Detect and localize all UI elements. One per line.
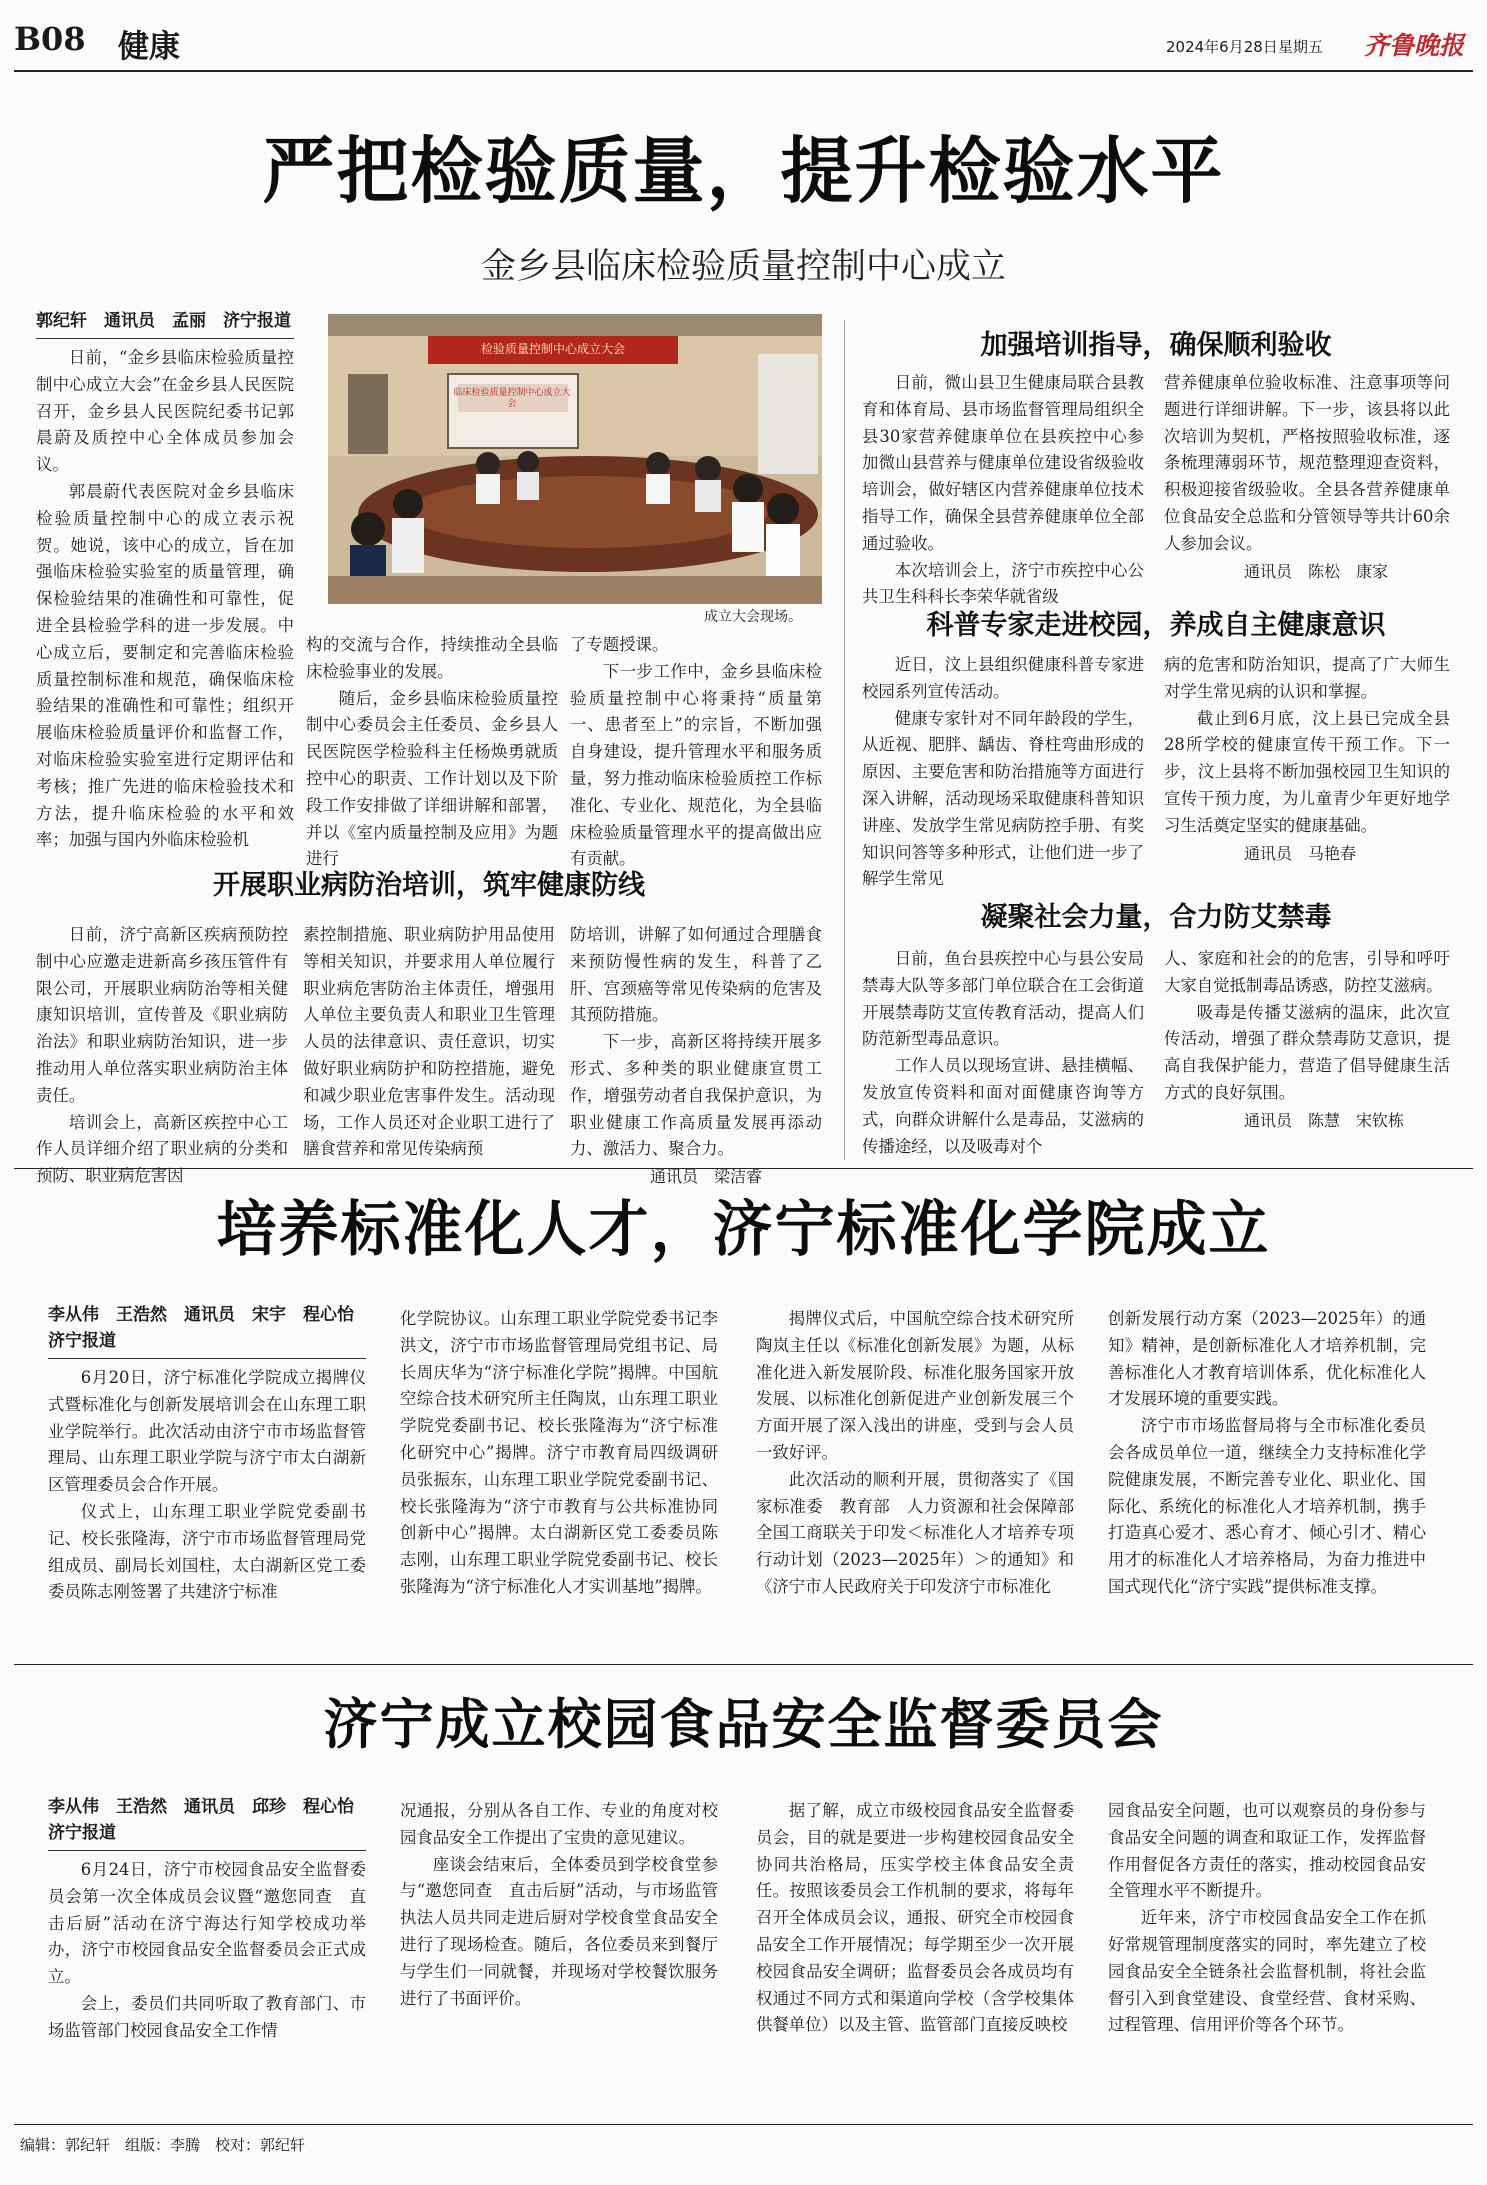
paragraph: 日前，鱼台县疾控中心与县公安局禁毒大队等多部门单位联合在工会街道开展禁毒防艾宣传教育活动，提高人们防范新型毒品意识。 (862, 949, 1144, 1049)
article5-title: 凝聚社会力量，合力防艾禁毒 (980, 902, 1332, 933)
article6-title: 培养标准化人才，济宁标准化学院成立 (216, 1195, 1271, 1265)
paragraph: 座谈会结束后，全体委员到学校食堂参与“邀您同查 直击后厨”活动，与市场监管执法人员共同走进后厨对学校食堂食品安全进行了现场检查。随后，各位委员来到餐厅与学生们一同就餐，并现场对学校餐饮服务进行了书面评价。 (400, 1854, 718, 2008)
article2-col2 (303, 922, 555, 1163)
article1-col3 (570, 632, 822, 873)
article6-col2 (400, 1306, 718, 1601)
photo-screen-text: 临床检验质量控制中心成立大会 (453, 388, 571, 409)
paragraph: 吸毒是传播艾滋病的温床，此次宣传活动，增强了群众禁毒防艾意识，提高自我保护能力，营造了倡导健康生活方式的良好氛围。 (1164, 1002, 1450, 1102)
header-rule (14, 70, 1473, 72)
newspaper-logo: 齐鲁晚报 (1364, 31, 1465, 60)
article7-col4 (1108, 1798, 1426, 2039)
paragraph: 截止到6月底，汶上县已完成全县28所学校的健康宣传干预工作。下一步，汶上县将不断加强校园卫生知识的宣传干预力度，为儿童青少年更好地学习生活奠定坚实的健康基础。 (1164, 708, 1450, 835)
paragraph: 培训会上，高新区疾控中心工作人员详细介绍了职业病的分类和预防、职业病危害因 (36, 1112, 288, 1186)
paragraph: 日前，微山县卫生健康局联合县教育和体育局、县市场监督管理局组织全县30家营养健康单位在县疾控中心参加微山县营养与健康单位建设省级验收培训会，做好辖区内营养健康单位技术指导工作，确保全县营养健康单位全部通过验收。 (862, 373, 1144, 553)
article7-col3 (756, 1798, 1074, 2039)
article7-col1 (48, 1794, 371, 2045)
article6-col3 (756, 1306, 1091, 1601)
article3-col2 (1164, 370, 1450, 585)
paragraph: 营养健康单位验收标准、注意事项等问题进行详细讲解。下一步，该县将以此次培训为契机，严格按照验收标准，逐条梳理薄弱环节，规范整理迎查资料，积极迎接省级验收。全县各营养健康单位食品安全总监和分管领导等共计60余人参加会议。 (1164, 373, 1450, 553)
paragraph: 仪式上，山东理工职业学院党委副书记、校长张隆海，济宁市市场监督管理局党组成员、副局长刘国柱，太白湖新区党工委委员陈志刚签署了共建济宁标准 (48, 1501, 366, 1602)
paragraph: 健康专家针对不同年龄段的学生，从近视、肥胖、龋齿、脊柱弯曲形成的原因、主要危害和防治措施等方面进行深入讲解，活动现场采取健康科普知识讲座、发放学生常见病防控手册、有奖知识问答等多种形式，让他们进一步了解学生常见 (862, 708, 1144, 889)
paragraph: 日前，济宁高新区疾病预防控制中心应邀走进新高乡孩压管件有限公司，开展职业病防治等相关健康知识培训，宣传普及《职业病防治法》和职业病防治知识，进一步推动用人单位落实职业病防治主体责任。 (36, 925, 288, 1105)
article4-title: 科普专家走进校园，养成自主健康意识 (926, 610, 1386, 641)
paragraph: 园食品安全问题，也可以观察员的身份参与食品安全问题的调查和取证工作，发挥监督作用督促各方责任的落实，推动校园食品安全管理水平不断提升。 (1108, 1801, 1426, 1901)
section-rule (14, 1168, 1473, 1169)
article4-col1 (862, 652, 1144, 893)
page-header (14, 20, 1472, 70)
article5-sign: 通讯员 陈慧 宋钦栋 (1244, 1110, 1405, 1130)
photo-caption: 成立大会现场。 (704, 609, 802, 625)
article2-title: 开展职业病防治培训，筑牢健康防线 (213, 870, 645, 901)
article3-title: 加强培训指导，确保顺利验收 (980, 330, 1332, 361)
article3-sign: 通讯员 陈松 康家 (1244, 561, 1389, 581)
paragraph: 6月20日，济宁标准化学院成立揭牌仪式暨标准化与创新发展培训会在山东理工职业学院举行。此次活动由济宁市市场监督管理局、山东理工职业学院与济宁市太白湖新区管理委员会合作开展。 (48, 1368, 366, 1495)
article5-col1 (862, 946, 1144, 1160)
paragraph: 下一步工作中，金乡县临床检验质量控制中心将秉持“质量第一、患者至上”的宗旨，不断加强自身建设，提升管理水平和服务质量，努力推动临床检验质控工作标准化、专业化、规范化，为全县临床检验质量管理水平的提高做出应有贡献。 (570, 661, 822, 869)
paragraph: 近日，汶上县组织健康科普专家进校园系列宣传活动。 (862, 655, 1144, 701)
paragraph: 工作人员以现场宣讲、悬挂横幅、发放宣传资料和面对面健康咨询等方式，向群众讲解什么是毒品，艾滋病的传播途经，以及吸毒对个 (862, 1056, 1144, 1156)
article7-byline: 李从伟 王浩然 通讯员 邱珍 程心怡 济宁报道 (48, 1794, 366, 1851)
article2-sign: 通讯员 梁洁睿 (650, 1167, 763, 1187)
paragraph: 近年来，济宁市校园食品安全工作在抓好常规管理制度落实的同时，率先建立了校园食品安全全链条社会监督机制，将社会监督引入到食堂建设、食堂经营、食材采购、过程管理、信用评价等各个环节。 (1108, 1908, 1426, 2035)
article7-title: 济宁成立校园食品安全监督委员会 (323, 1692, 1164, 1756)
paragraph: 日前，“金乡县临床检验质量控制中心成立大会”在金乡县人民医院召开，金乡县人民医院纪委书记郭晨蔚及质控中心全体成员参加会议。 (36, 348, 294, 475)
footer-credits: 编辑：郭纪轩 组版：李腾 校对：郭纪轩 (20, 2136, 306, 2154)
meeting-photo-illustration (328, 314, 822, 604)
paragraph: 人、家庭和社会的的危害，引导和呼吁大家自觉抵制毒品诱惑，防控艾滋病。 (1164, 949, 1450, 995)
paragraph: 本次培训会上，济宁市疾控中心公共卫生科科长李荣华就省级 (862, 560, 1144, 607)
column-divider (844, 320, 845, 1160)
paragraph: 况通报，分别从各自工作、专业的角度对校园食品安全工作提出了宝贵的意见建议。 (400, 1801, 718, 1847)
article1-title: 严把检验质量，提升检验水平 (262, 128, 1225, 213)
paragraph: 6月24日，济宁市校园食品安全监督委员会第一次全体成员会议暨“邀您同查 直击后厨”活动在济宁海达行知学校成功举办，济宁市校园食品安全监督委员会正式成立。 (48, 1860, 366, 1987)
paragraph: 构的交流与合作，持续推动全县临床检验事业的发展。 (306, 635, 558, 681)
paragraph: 会上，委员们共同听取了教育部门、市场监管部门校园食品安全工作情 (48, 1993, 366, 2040)
paragraph: 防培训，讲解了如何通过合理膳食来预防慢性病的发生，科普了乙肝、宫颈癌等常见传染病的危害及其预防措施。 (570, 925, 822, 1025)
paragraph: 素控制措施、职业病防护用品使用等相关知识，并要求用人单位履行职业病危害防治主体责任，增强用人单位主要负责人和职业卫生管理人员的法律意识、责任意识，切实做好职业病防护和防控措施，避免和减少职业危害事件发生。活动现场，工作人员还对企业职工进行了膳食营养和常见传染病预 (303, 925, 555, 1159)
article5-col2 (1164, 946, 1450, 1134)
paragraph: 化学院协议。山东理工职业学院党委书记李洪文，济宁市市场监督管理局党组书记、局长周庆华为“济宁标准化学院”揭牌。中国航空综合技术研究所主任陶岚，山东理工职业学院党委副书记、校长张隆海为“济宁标准化研究中心”揭牌。济宁市教育局四级调研员张振东，山东理工职业学院党委副书记、校长张隆海为“济宁市教育与公共标准协同创新中心”揭牌。太白湖新区党工委委员陈志刚，山东理工职业学院党委副书记、校长张隆海为“济宁标准化人才实训基地”揭牌。 (400, 1309, 718, 1596)
article4-sign: 通讯员 马艳春 (1244, 843, 1357, 863)
article6-col4 (1108, 1306, 1426, 1601)
paragraph: 创新发展行动方案（2023—2025年）的通知》精神，是创新标准化人才培养机制，完善标准化人才教育培训体系，优化标准化人才发展环境的重要实践。 (1108, 1309, 1426, 1409)
paragraph: 病的危害和防治知识，提高了广大师生对学生常见病的认识和掌握。 (1164, 655, 1450, 701)
article1-subtitle: 金乡县临床检验质量控制中心成立 (480, 247, 1006, 287)
meeting-photo (328, 314, 822, 604)
issue-date: 2024年6月28日 (1166, 38, 1278, 56)
article2-col3 (570, 922, 822, 1190)
issue-weekday: 星期五 (1278, 38, 1324, 56)
article1-byline: 郭纪轩 通讯员 孟丽 济宁报道 (36, 308, 294, 339)
paragraph: 揭牌仪式后，中国航空综合技术研究所陶岚主任以《标准化创新发展》为题，从标准化进入新发展阶段、标准化服务国家开放发展、以标准化创新促进产业创新发展三个方面开展了深入浅出的讲座，受到与会人员一致好评。 (756, 1309, 1074, 1462)
section-name: 健康 (118, 29, 180, 65)
section-rule (14, 1664, 1473, 1665)
paragraph: 济宁市市场监督局将与全市标准化委员会各成员单位一道，继续全力支持标准化学院健康发展，不断完善专业化、职业化、国际化、系统化的标准化人才培养机制，携手打造真心爱才、悉心育才、倾心引才、精心用才的标准化人才培养格局，为奋力推进中国式现代化“济宁实践”提供标准支撑。 (1108, 1416, 1426, 1596)
article6-byline: 李从伟 王浩然 通讯员 宋宇 程心怡 济宁报道 (48, 1302, 366, 1359)
paragraph: 了专题授课。 (570, 635, 669, 654)
page-code: B08 (14, 20, 86, 58)
paragraph: 郭晨蔚代表医院对金乡县临床检验质量控制中心的成立表示祝贺。她说，该中心的成立，旨在加强临床检验实验室的质量管理，确保检验结果的准确性和可靠性，促进全县检验学科的进一步发展。中心成立后，要制定和完善临床检验质量控制标准和规范，确保临床检验结果的准确性和可靠性；组织开展临床检验质量评价和监督工作，对临床检验实验室进行定期评估和考核；推广先进的临床检验技术和方法，提升临床检验的水平和效率；加强与国内外临床检验机 (36, 481, 294, 850)
article3-col1 (862, 370, 1144, 611)
article1-col2 (306, 632, 558, 873)
paragraph: 下一步，高新区将持续开展多形式、多种类的职业健康宣贯工作，增强劳动者自我保护意识，为职业健康工作高质量发展再添动力、激活力、聚合力。 (570, 1032, 822, 1159)
article4-col2 (1164, 652, 1450, 867)
article6-col1 (48, 1302, 371, 1606)
paragraph: 此次活动的顺利开展，贯彻落实了《国家标准委 教育部 人力资源和社会保障部 全国工商联关于印发＜标准化人才培养专项行动计划（2023—2025年）＞的通知》和《济宁市人民政府关于印发济宁市标准化 (756, 1469, 1091, 1596)
photo-banner-text: 检验质量控制中心成立大会 (480, 342, 625, 356)
article2-col1 (36, 922, 288, 1190)
footer-rule (14, 2124, 1473, 2125)
article7-col2 (400, 1798, 718, 2012)
paragraph: 据了解，成立市级校园食品安全监督委员会，目的就是要进一步构建校园食品安全协同共治格局，压实学校主体食品安全责任。按照该委员会工作机制的要求，将每年召开全体成员会议，通报、研究全市校园食品安全工作开展情况；每学期至少一次开展校园食品安全调研；监督委员会各成员均有权通过不同方式和渠道向学校（含学校集体供餐单位）以及主管、监管部门直接反映校 (756, 1801, 1074, 2035)
article1-col1 (36, 308, 294, 854)
paragraph: 随后，金乡县临床检验质量控制中心委员会主任委员、金乡县人民医院医学检验科主任杨焕勇就质控中心的职责、工作计划以及下阶段工作安排做了详细讲解和部署，并以《室内质量控制及应用》为题进行 (306, 688, 558, 869)
